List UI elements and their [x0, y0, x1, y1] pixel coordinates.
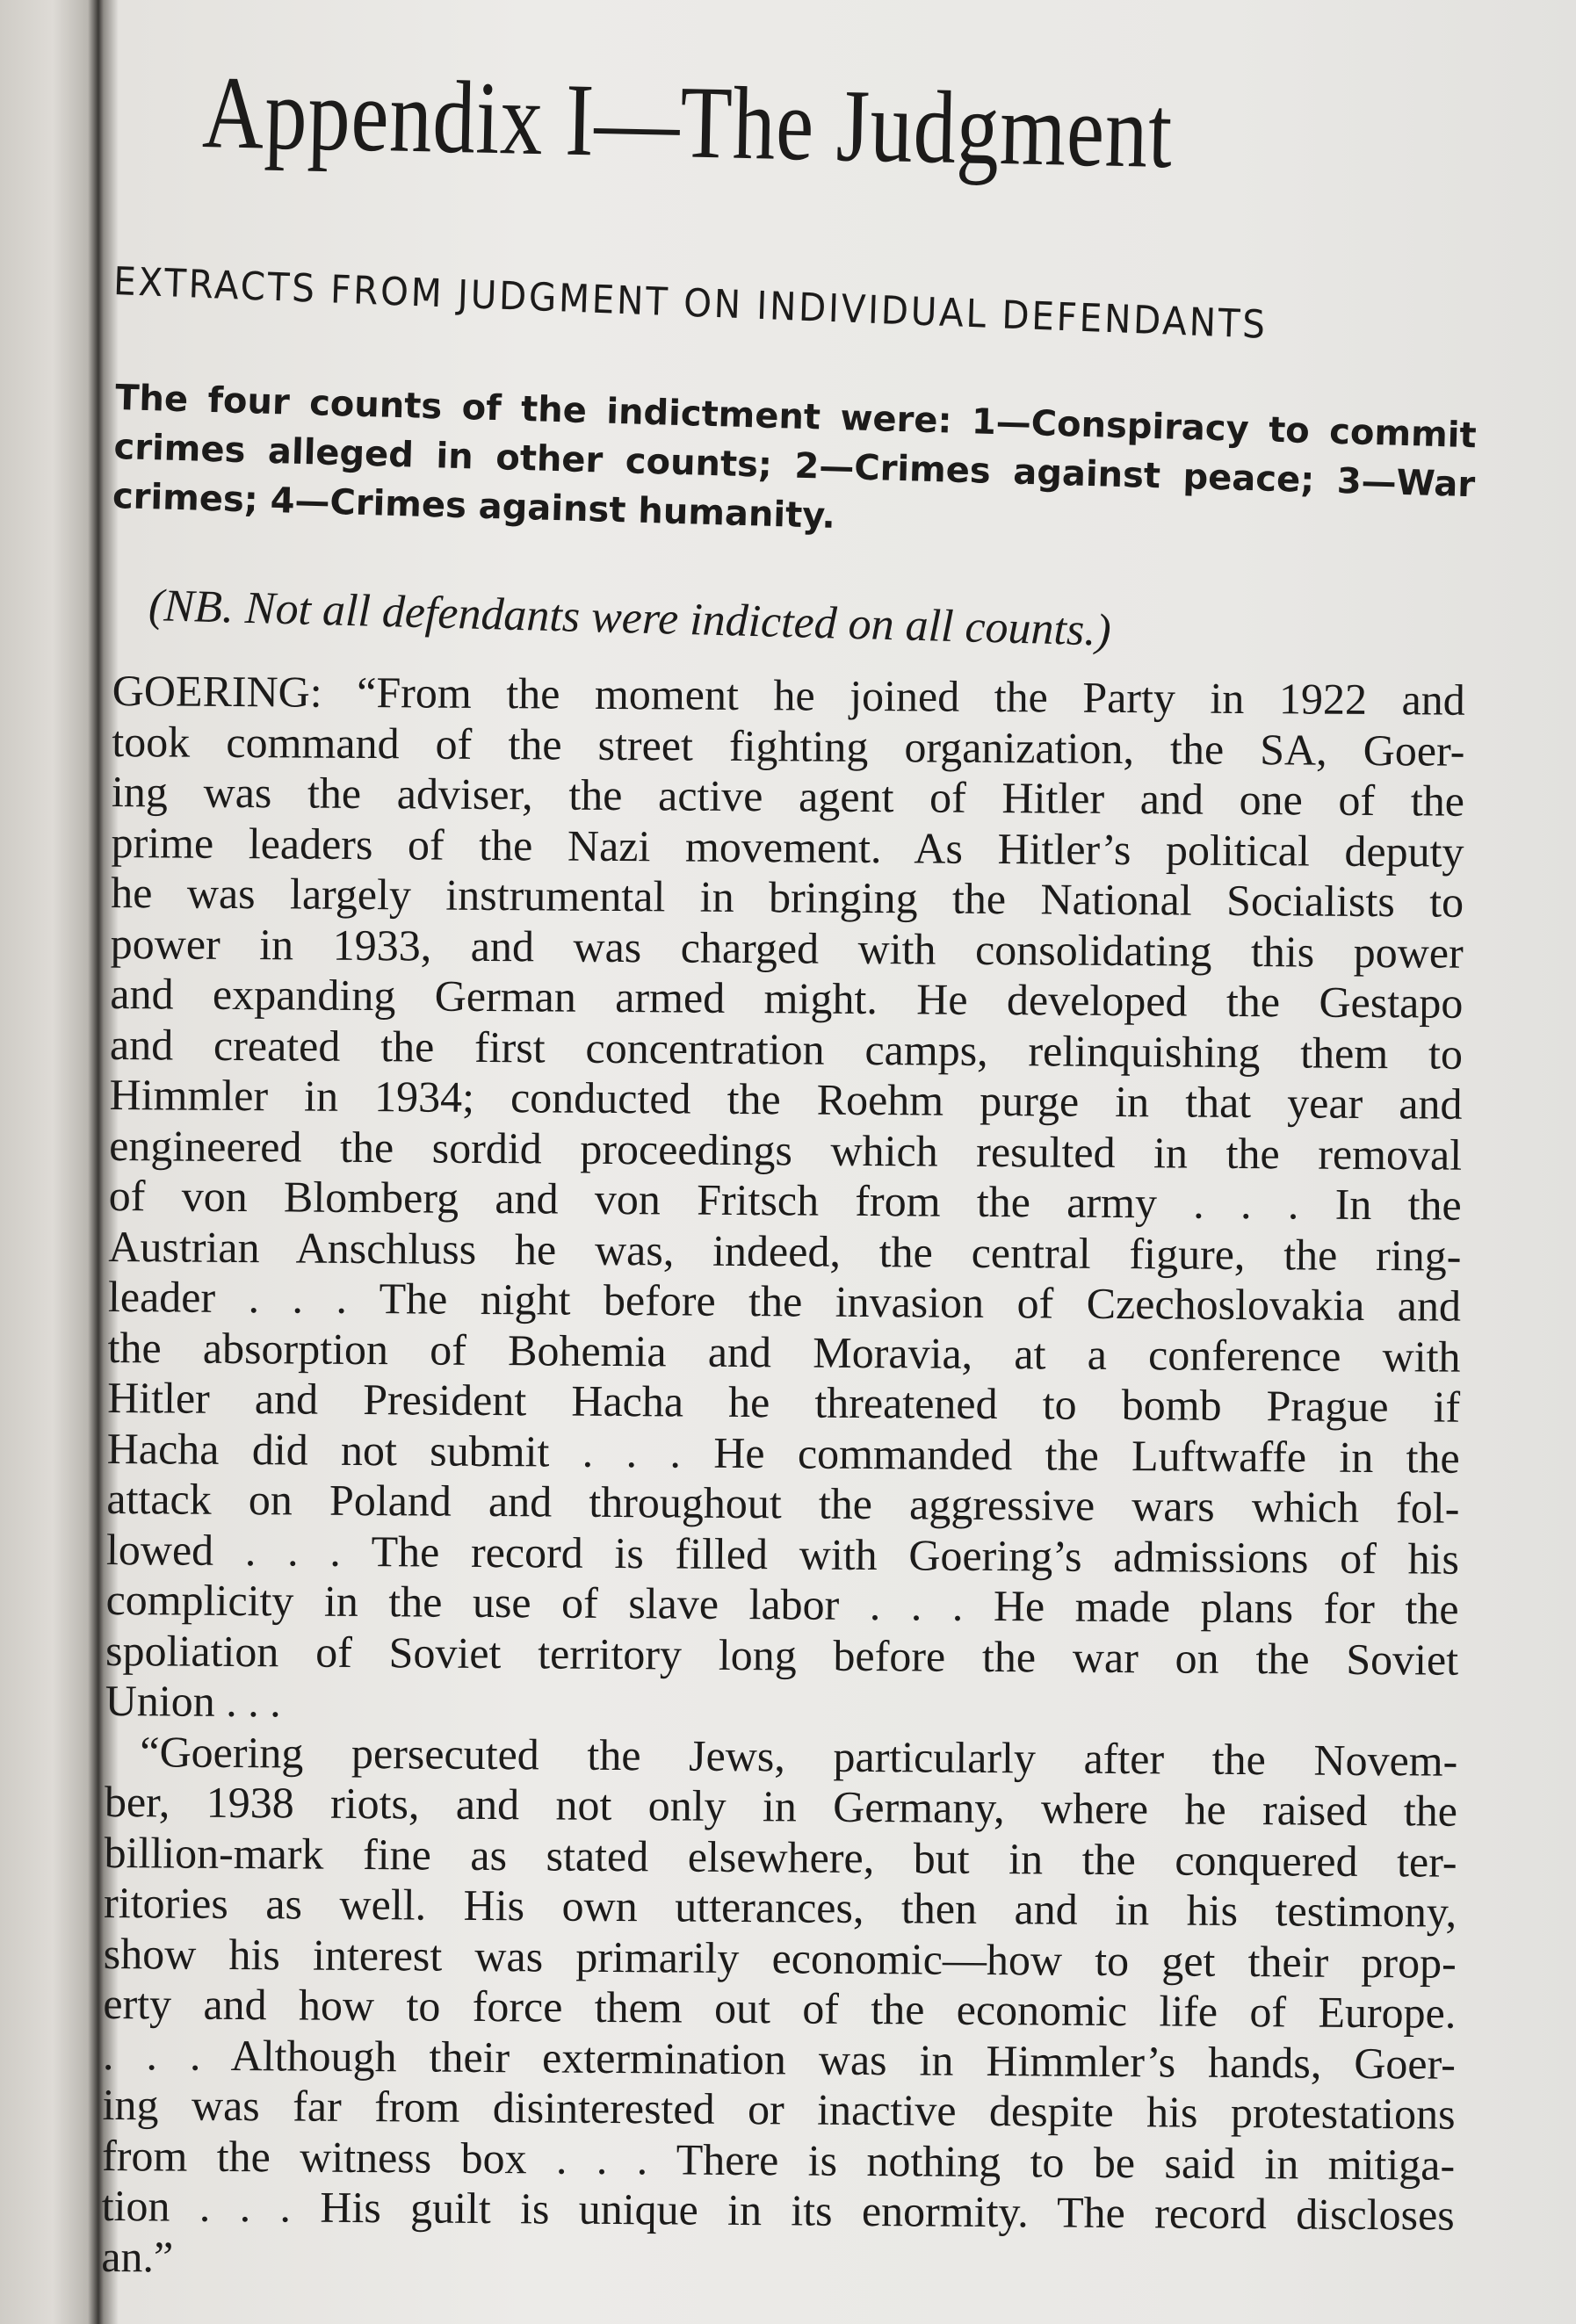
body-line: . . . Although their extermination was in Himmler’s hands, Goer-	[102, 2029, 1457, 2089]
body-line: power in 1933, and was charged with consolidating this power	[110, 918, 1464, 978]
body-line: an.”	[101, 2231, 174, 2282]
body-line: took command of the street fighting organization, the SA, Goer-	[112, 716, 1465, 776]
body-line: show his interest was primarily economic—how to get their prop-	[103, 1928, 1457, 1988]
body-line: ber, 1938 riots, and not only in Germany, where he raised the	[104, 1776, 1458, 1836]
body-line: Hitler and President Hacha he threatened to bomb Prague if	[106, 1372, 1461, 1432]
body-line: from the witness box . . . There is nothing to be said in mitiga-	[101, 2130, 1456, 2190]
body-line: “Goering persecuted the Jews, particularly after the Novem-	[140, 1726, 1458, 1786]
body-line: leader . . . The night before the invasion of Czechoslovakia and	[107, 1271, 1462, 1331]
body-line: and created the first concentration camps, relinquishing them to	[109, 1019, 1464, 1079]
body-line: the absorption of Bohemia and Moravia, at a conference with	[107, 1322, 1461, 1382]
body-line: attack on Poland and throughout the aggressive wars which fol-	[106, 1473, 1460, 1533]
body-line: ritories as well. His own utterances, then and in his testimony,	[103, 1877, 1457, 1937]
body-line: tion . . . His guilt is unique in its enormity. The record discloses	[101, 2180, 1455, 2240]
page-title: Appendix I—The Judgment	[201, 54, 1175, 191]
body-line: complicity in the use of slave labor . . . He made plans for the	[105, 1574, 1459, 1634]
body-line: Union . . .	[105, 1675, 281, 1727]
body-line: lowed . . . The record is filled with Goering’s admissions of his	[105, 1524, 1460, 1584]
body-line: spoliation of Soviet territory long before the war on the Soviet	[105, 1625, 1459, 1685]
body-line: engineered the sordid proceedings which resulted in the removal	[108, 1120, 1463, 1180]
intro-paragraph: The four counts of the indictment were: 1—Conspiracy to commit crimes alleged in other counts; 2—Crimes against peace; 3—War crimes; 4—Crimes against humanity.	[112, 377, 1478, 537]
section-heading: EXTRACTS FROM JUDGMENT ON INDIVIDUAL DEFENDANTS	[112, 259, 1269, 348]
body-line: billion-mark fine as stated elsewhere, but in the conquered ter-	[104, 1827, 1457, 1887]
body-line: ing was far from disinterested or inactive despite his protestations	[102, 2079, 1456, 2139]
body-line: he was largely instrumental in bringing the National Socialists to	[111, 867, 1464, 927]
body-line: Hacha did not submit . . . He commanded the Luftwaffe in the	[106, 1423, 1460, 1483]
body-line: ing was the adviser, the active agent of Hitler and one of the	[111, 766, 1465, 826]
body-line: prime leaders of the Nazi movement. As Hitler’s political deputy	[111, 817, 1464, 877]
body-line: GOERING: “From the moment he joined the Party in 1922 and	[112, 666, 1465, 725]
body-line: and expanding German armed might. He developed the Gestapo	[110, 968, 1464, 1028]
body-line: of von Blomberg and von Fritsch from the army . . . In the	[108, 1170, 1462, 1230]
body-line: Austrian Anschluss he was, indeed, the central figure, the ring-	[108, 1221, 1462, 1281]
body-line: erty and how to force them out of the economic life of Europe.	[103, 1978, 1457, 2038]
body-line: Himmler in 1934; conducted the Roehm purge in that year and	[109, 1069, 1463, 1129]
body-text	[101, 666, 1465, 2292]
note: (NB. Not all defendants were indicted on all counts.)	[148, 580, 1112, 656]
